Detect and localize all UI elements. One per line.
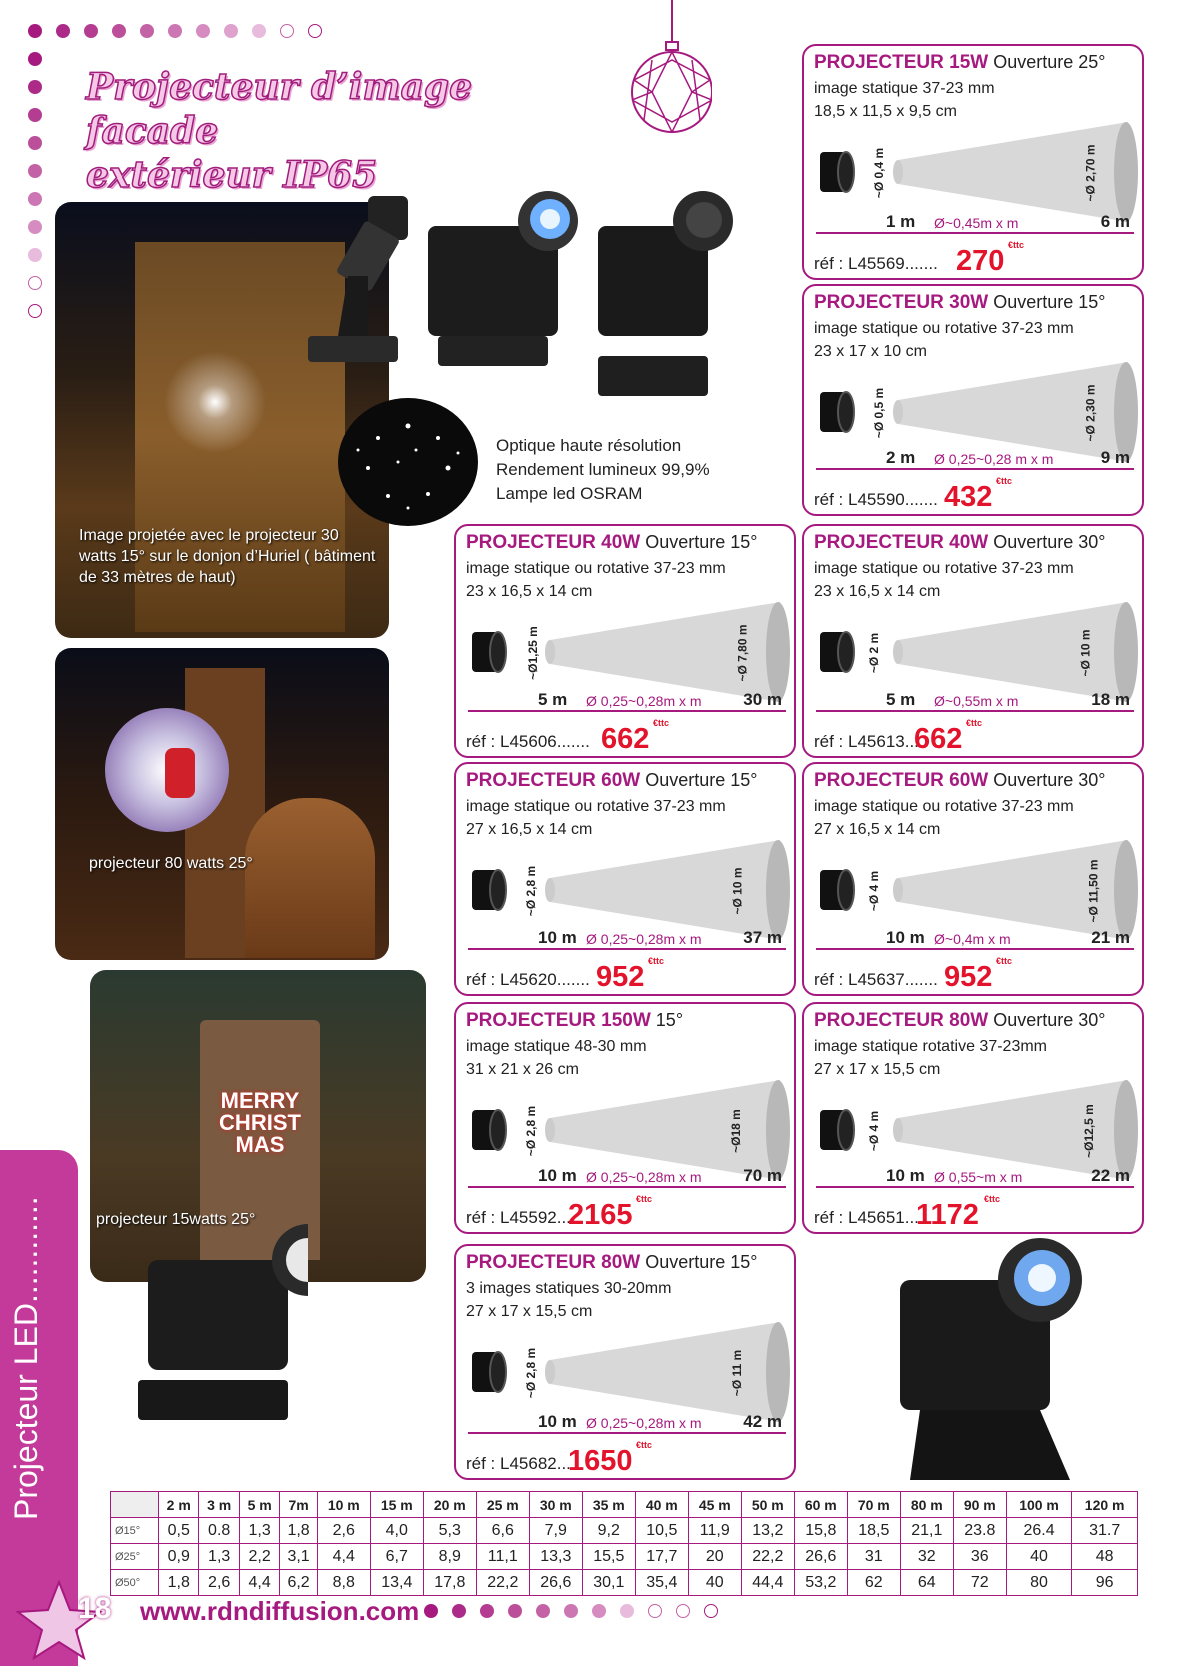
table-cell: 62	[847, 1570, 900, 1596]
table-header-cell: 2 m	[159, 1492, 199, 1518]
near-distance: 5 m	[538, 690, 568, 709]
product-price: 432	[944, 481, 993, 513]
near-distance: 5 m	[886, 690, 916, 709]
table-cell: 23.8	[953, 1518, 1006, 1544]
near-diameter: ~Ø 2,8 m	[524, 1105, 539, 1157]
dot	[28, 192, 42, 206]
table-cell: 96	[1072, 1570, 1138, 1596]
product-image-spec: image statique ou rotative 37-23 mm	[466, 560, 726, 577]
product-image-spec: image statique ou rotative 37-23 mm	[814, 320, 1074, 337]
table-cell: 31.7	[1072, 1518, 1138, 1544]
title-line-1: Projecteur d’image facade	[86, 66, 472, 152]
far-distance: 6 m	[1100, 212, 1130, 231]
projector-image-right	[880, 1230, 1100, 1490]
table-cell: 64	[900, 1570, 953, 1596]
dot	[56, 24, 70, 38]
santa-figure	[165, 748, 195, 798]
dot	[592, 1604, 606, 1618]
product-card	[802, 524, 1144, 758]
product-name: PROJECTEUR 80W	[466, 1252, 641, 1273]
product-reference: réf : L45590.......	[814, 490, 938, 509]
projector-large	[598, 191, 733, 396]
table-cell: 1,8	[159, 1570, 199, 1596]
product-name: PROJECTEUR 60W	[814, 770, 989, 791]
distance-row	[468, 1166, 786, 1188]
table-header-cell: 80 m	[900, 1492, 953, 1518]
product-heading	[814, 292, 1105, 314]
table-header-cell: 10 m	[317, 1492, 370, 1518]
product-card	[802, 284, 1144, 516]
spot-size: Ø 0,25~0,28m x m	[586, 693, 702, 709]
product-heading	[814, 52, 1105, 74]
product-dimensions: 18,5 x 11,5 x 9,5 cm	[814, 103, 957, 120]
table-cell: 20	[688, 1544, 741, 1570]
table-cell: 1,3	[239, 1518, 279, 1544]
photo-santa	[55, 648, 389, 960]
table-cell: 15,5	[582, 1544, 635, 1570]
table-cell: 4,0	[370, 1518, 423, 1544]
price-ttc: €ttc	[636, 1194, 653, 1204]
table-corner	[111, 1492, 159, 1518]
sidebar-label: Projecteur LED............	[8, 1196, 44, 1520]
product-opening: Ouverture 30°	[993, 770, 1106, 790]
product-price: 952	[944, 961, 993, 993]
projector-products-image	[298, 186, 748, 416]
near-diameter: ~Ø 0,4 m	[872, 147, 887, 199]
dot	[480, 1604, 494, 1618]
product-dimensions: 27 x 17 x 15,5 cm	[466, 1303, 593, 1320]
dot	[564, 1604, 578, 1618]
far-distance: 9 m	[1100, 448, 1130, 467]
product-reference: réf : L45620.......	[466, 970, 590, 989]
table-cell: 13,3	[529, 1544, 582, 1570]
far-diameter: ~Ø 2,30 m	[1083, 384, 1098, 442]
table-cell: 44,4	[741, 1570, 794, 1596]
dot	[224, 24, 238, 38]
dot	[508, 1604, 522, 1618]
product-dimensions: 27 x 16,5 x 14 cm	[814, 821, 941, 838]
table-cell: 10,5	[635, 1518, 688, 1544]
round-tower	[245, 798, 375, 958]
table-cell: 6,2	[280, 1570, 317, 1596]
product-reference: réf : L45651...	[814, 1208, 919, 1227]
table-header-cell: 120 m	[1072, 1492, 1138, 1518]
distance-row	[468, 928, 786, 950]
product-reference: réf : L45682...	[466, 1454, 571, 1473]
product-price: 1172	[916, 1199, 979, 1231]
table-header-cell: 25 m	[476, 1492, 529, 1518]
product-dimensions: 23 x 16,5 x 14 cm	[814, 583, 941, 600]
table-cell: 26,6	[794, 1544, 847, 1570]
product-heading	[814, 770, 1105, 792]
spot-size: Ø~0,45m x m	[934, 215, 1019, 231]
near-diameter: ~Ø 2,8 m	[524, 865, 539, 917]
table-cell: 11,9	[688, 1518, 741, 1544]
row-label: Ø25°	[111, 1544, 159, 1570]
table-cell: 18,5	[847, 1518, 900, 1544]
product-card	[454, 1002, 796, 1234]
near-diameter: ~Ø 4 m	[867, 1110, 882, 1152]
product-heading	[814, 532, 1105, 554]
table-cell: 0,9	[159, 1544, 199, 1570]
table-cell: 9,2	[582, 1518, 635, 1544]
product-card	[802, 44, 1144, 280]
spot-size: Ø 0,25~0,28 m x m	[934, 451, 1054, 467]
dot	[84, 24, 98, 38]
product-opening: Ouverture 15°	[993, 292, 1106, 312]
row-label: Ø50°	[111, 1570, 159, 1596]
product-image-spec: 3 images statiques 30-20mm	[466, 1280, 672, 1297]
dot	[536, 1604, 550, 1618]
near-distance: 10 m	[538, 1166, 577, 1185]
product-name: PROJECTEUR 150W	[466, 1010, 651, 1031]
table-cell: 48	[1072, 1544, 1138, 1570]
product-price: 1650	[568, 1445, 633, 1477]
distance-row	[816, 1166, 1134, 1188]
product-reference: réf : L45569.......	[814, 254, 938, 273]
product-name: PROJECTEUR 80W	[814, 1010, 989, 1031]
table-header-cell: 30 m	[529, 1492, 582, 1518]
product-price: 270	[956, 245, 1005, 277]
dot	[704, 1604, 718, 1618]
product-opening: 15°	[655, 1010, 684, 1030]
table-header-cell: 3 m	[199, 1492, 239, 1518]
table-cell: 2,2	[239, 1544, 279, 1570]
website-link[interactable]: www.rdndiffusion.com	[140, 1596, 420, 1626]
price-ttc: €ttc	[966, 718, 983, 728]
table-cell: 2,6	[199, 1570, 239, 1596]
photo1-caption: Image projetée avec le projecteur 30 watts 15° sur le donjon d’Huriel ( bâtiment de 33 mètres de haut)	[79, 527, 376, 586]
table-cell: 8,8	[317, 1570, 370, 1596]
product-name: PROJECTEUR 30W	[814, 292, 989, 313]
product-name: PROJECTEUR 40W	[466, 532, 641, 553]
product-price: 952	[596, 961, 645, 993]
dot	[648, 1604, 662, 1618]
dot	[424, 1604, 438, 1618]
table-cell: 2,6	[317, 1518, 370, 1544]
dot	[28, 80, 42, 94]
feature-item: Lampe led OSRAM	[496, 484, 643, 503]
product-opening: Ouverture 15°	[645, 770, 758, 790]
dot	[28, 276, 42, 290]
product-dimensions: 31 x 21 x 26 cm	[466, 1061, 579, 1078]
table-cell: 4,4	[317, 1544, 370, 1570]
product-opening: Ouverture 30°	[993, 532, 1106, 552]
product-reference: réf : L45592...	[466, 1208, 571, 1227]
table-cell: 21,1	[900, 1518, 953, 1544]
dot	[252, 24, 266, 38]
dot	[28, 136, 42, 150]
table-cell: 11,1	[476, 1544, 529, 1570]
far-diameter: ~Ø 7,80 m	[735, 624, 750, 682]
table-cell: 0,5	[159, 1518, 199, 1544]
page-number: 18	[78, 1592, 112, 1625]
table-cell: 26,6	[529, 1570, 582, 1596]
table-header-cell: 7m	[280, 1492, 317, 1518]
near-distance: 10 m	[538, 928, 577, 947]
spot-size: Ø 0,25~0,28m x m	[586, 1169, 702, 1185]
spot-size: Ø~0,4m x m	[934, 931, 1011, 947]
product-heading	[466, 1252, 757, 1274]
product-opening: Ouverture 15°	[645, 1252, 758, 1272]
product-card	[454, 762, 796, 996]
projector-image-left	[128, 1220, 308, 1430]
near-diameter: ~Ø 4 m	[867, 870, 882, 912]
stars-icon	[338, 398, 478, 526]
spot-size: Ø 0,25~0,28m x m	[586, 1415, 702, 1431]
table-header-cell: 45 m	[688, 1492, 741, 1518]
star-projection	[155, 342, 275, 462]
table-cell: 8,9	[423, 1544, 476, 1570]
table-cell: 7,9	[529, 1518, 582, 1544]
product-name: PROJECTEUR 60W	[466, 770, 641, 791]
far-distance: 37 m	[743, 928, 782, 947]
table-cell: 32	[900, 1544, 953, 1570]
dot	[28, 304, 42, 318]
near-distance: 2 m	[886, 448, 916, 467]
table-row	[111, 1544, 1138, 1570]
far-distance: 18 m	[1091, 690, 1130, 709]
product-dimensions: 23 x 16,5 x 14 cm	[466, 583, 593, 600]
table-cell: 35,4	[635, 1570, 688, 1596]
table-cell: 1,8	[280, 1518, 317, 1544]
table-row	[111, 1518, 1138, 1544]
projector-medium	[428, 191, 578, 366]
dot	[28, 248, 42, 262]
table-header-cell: 20 m	[423, 1492, 476, 1518]
dot	[28, 24, 42, 38]
product-image-spec: image statique 37-23 mm	[814, 80, 995, 97]
product-heading	[814, 1010, 1105, 1032]
table-header-cell: 70 m	[847, 1492, 900, 1518]
row-label: Ø15°	[111, 1518, 159, 1544]
product-image-spec: image statique ou rotative 37-23 mm	[814, 798, 1074, 815]
product-price: 662	[601, 723, 650, 755]
product-reference: réf : L45637.......	[814, 970, 938, 989]
price-ttc: €ttc	[636, 1440, 653, 1450]
table-cell: 1,3	[199, 1544, 239, 1570]
product-price: 662	[914, 723, 963, 755]
product-card	[802, 1002, 1144, 1234]
dot	[676, 1604, 690, 1618]
table-cell: 36	[953, 1544, 1006, 1570]
product-image-spec: image statique 48-30 mm	[466, 1038, 647, 1055]
product-image-spec: image statique rotative 37-23mm	[814, 1038, 1047, 1055]
distance-row	[816, 690, 1134, 712]
spot-size: Ø~0,55m x m	[934, 693, 1019, 709]
dot	[28, 108, 42, 122]
distance-row	[468, 1412, 786, 1434]
far-distance: 42 m	[743, 1412, 782, 1431]
product-opening: Ouverture 30°	[993, 1010, 1106, 1030]
dot	[28, 220, 42, 234]
table-cell: 15,8	[794, 1518, 847, 1544]
table-cell: 13,2	[741, 1518, 794, 1544]
feature-item: Rendement lumineux 99,9%	[496, 460, 710, 479]
far-distance: 22 m	[1091, 1166, 1130, 1185]
photo3-caption: projecteur 15watts 25°	[96, 1211, 256, 1228]
product-name: PROJECTEUR 15W	[814, 52, 989, 73]
near-distance: 1 m	[886, 212, 916, 231]
product-heading	[466, 1010, 683, 1032]
product-dimensions: 27 x 17 x 15,5 cm	[814, 1061, 941, 1078]
table-cell: 6,6	[476, 1518, 529, 1544]
price-ttc: €ttc	[1008, 240, 1025, 250]
table-cell: 26.4	[1006, 1518, 1072, 1544]
price-ttc: €ttc	[996, 956, 1013, 966]
near-distance: 10 m	[886, 928, 925, 947]
near-diameter: ~Ø 2 m	[867, 632, 882, 674]
title-line-2: extérieur IP65	[86, 153, 378, 196]
table-cell: 3,1	[280, 1544, 317, 1570]
table-cell: 40	[688, 1570, 741, 1596]
table-cell: 4,4	[239, 1570, 279, 1596]
table-cell: 13,4	[370, 1570, 423, 1596]
distance-row	[816, 448, 1134, 470]
dot	[308, 24, 322, 38]
beam-diameter-table	[110, 1491, 1138, 1596]
product-image-spec: image statique ou rotative 37-23 mm	[814, 560, 1074, 577]
dot	[140, 24, 154, 38]
table-cell: 0.8	[199, 1518, 239, 1544]
table-header-cell: 15 m	[370, 1492, 423, 1518]
far-diameter: ~Ø 2,70 m	[1083, 144, 1098, 202]
spot-size: Ø 0,55~m x m	[934, 1169, 1023, 1185]
product-heading	[466, 532, 757, 554]
table-header-cell: 100 m	[1006, 1492, 1072, 1518]
star-gobo	[338, 398, 478, 526]
product-opening: Ouverture 15°	[645, 532, 758, 552]
table-header-cell: 35 m	[582, 1492, 635, 1518]
table-cell: 53,2	[794, 1570, 847, 1596]
product-opening: Ouverture 25°	[993, 52, 1106, 72]
near-diameter: ~Ø 0,5 m	[872, 387, 887, 439]
table-cell: 6,7	[370, 1544, 423, 1570]
table-header-cell: 40 m	[635, 1492, 688, 1518]
far-diameter: ~Ø18 m	[728, 1109, 743, 1153]
product-price: 2165	[568, 1199, 633, 1231]
dot	[620, 1604, 634, 1618]
spot-size: Ø 0,25~0,28m x m	[586, 931, 702, 947]
ornament-icon	[622, 0, 712, 150]
product-dimensions: 27 x 16,5 x 14 cm	[466, 821, 593, 838]
far-diameter: ~Ø 10 m	[730, 867, 745, 915]
distance-row	[816, 212, 1134, 234]
table-cell: 30,1	[582, 1570, 635, 1596]
dot	[196, 24, 210, 38]
dot	[280, 24, 294, 38]
table-cell: 17,8	[423, 1570, 476, 1596]
dot	[452, 1604, 466, 1618]
table-cell: 5,3	[423, 1518, 476, 1544]
table-cell: 40	[1006, 1544, 1072, 1570]
dot	[168, 24, 182, 38]
table-cell: 31	[847, 1544, 900, 1570]
price-ttc: €ttc	[653, 718, 670, 728]
near-diameter: ~Ø 2,8 m	[524, 1347, 539, 1399]
far-distance: 70 m	[743, 1166, 782, 1185]
product-card	[802, 762, 1144, 996]
table-header-row	[111, 1492, 1138, 1518]
projector-small	[308, 196, 408, 362]
price-ttc: €ttc	[648, 956, 665, 966]
table-cell: 22,2	[476, 1570, 529, 1596]
near-diameter: ~Ø1,25 m	[525, 626, 540, 680]
product-reference: réf : L45613....	[814, 732, 924, 751]
far-distance: 21 m	[1091, 928, 1130, 947]
far-diameter: ~Ø 11,50 m	[1086, 859, 1101, 923]
table-cell: 80	[1006, 1570, 1072, 1596]
table-header-cell: 50 m	[741, 1492, 794, 1518]
far-distance: 30 m	[743, 690, 782, 709]
price-ttc: €ttc	[996, 476, 1013, 486]
table-cell: 22,2	[741, 1544, 794, 1570]
product-reference: réf : L45606.......	[466, 732, 590, 751]
table-header-cell: 60 m	[794, 1492, 847, 1518]
distance-row	[468, 690, 786, 712]
features-list	[496, 434, 710, 506]
product-name: PROJECTEUR 40W	[814, 532, 989, 553]
table-row	[111, 1570, 1138, 1596]
table-header-cell: 90 m	[953, 1492, 1006, 1518]
dot	[28, 52, 42, 66]
near-distance: 10 m	[886, 1166, 925, 1185]
feature-item: Optique haute résolution	[496, 436, 682, 455]
table-header-cell: 5 m	[239, 1492, 279, 1518]
photo2-caption: projecteur 80 watts 25°	[89, 855, 253, 872]
table-cell: 17,7	[635, 1544, 688, 1570]
dot	[28, 164, 42, 178]
projection-text: MERRY CHRIST MAS	[219, 1088, 301, 1157]
far-diameter: ~Ø 11 m	[730, 1349, 745, 1397]
santa-projection	[105, 708, 229, 832]
product-dimensions: 23 x 17 x 10 cm	[814, 343, 927, 360]
distance-row	[816, 928, 1134, 950]
product-card	[454, 524, 796, 758]
table-cell: 72	[953, 1570, 1006, 1596]
product-image-spec: image statique ou rotative 37-23 mm	[466, 798, 726, 815]
far-diameter: ~Ø12,5 m	[1081, 1104, 1096, 1158]
dot	[112, 24, 126, 38]
product-heading	[466, 770, 757, 792]
price-ttc: €ttc	[984, 1194, 1001, 1204]
product-card	[454, 1244, 796, 1480]
near-distance: 10 m	[538, 1412, 577, 1431]
far-diameter: ~Ø 10 m	[1078, 629, 1093, 677]
